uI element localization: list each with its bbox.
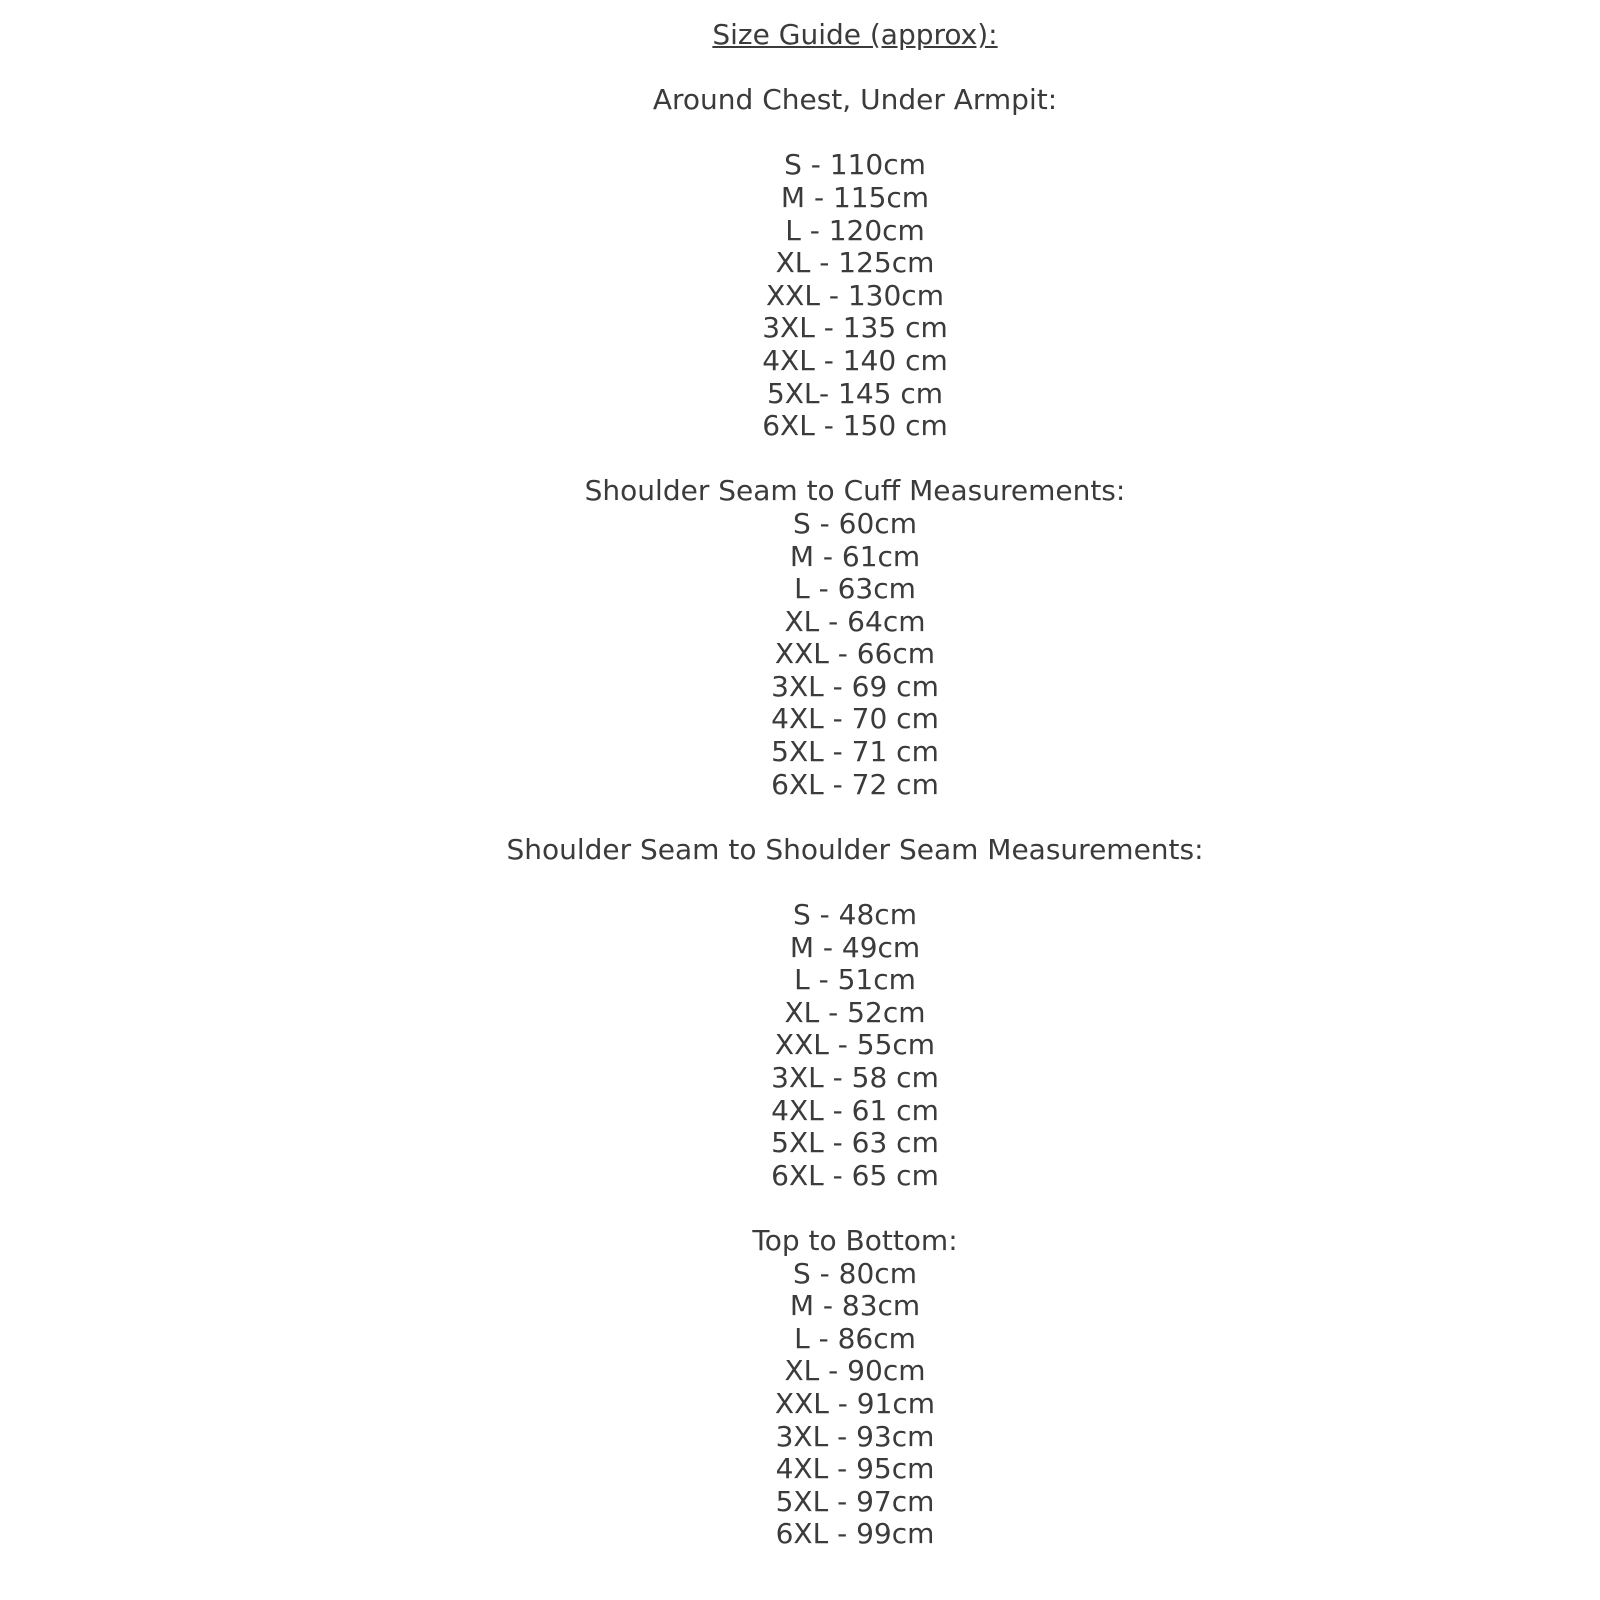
size-measurement: 5XL - 97cm: [775, 1484, 935, 1518]
size-measurement: 4XL - 140 cm: [762, 343, 948, 377]
blank-line: [110, 866, 1600, 899]
size-measurement: XL - 125cm: [775, 246, 935, 280]
blank-line: [110, 52, 1600, 85]
size-measurement: 3XL - 58 cm: [771, 1061, 939, 1094]
size-measurement: 4XL - 61 cm: [771, 1093, 939, 1127]
size-measurement: 4XL - 70 cm: [771, 702, 939, 736]
size-measurement: S - 48cm: [793, 898, 917, 932]
size-measurement: 5XL- 145 cm: [766, 376, 944, 410]
size-measurement: S - 110cm: [784, 148, 926, 182]
size-measurement: M - 49cm: [789, 930, 921, 964]
blank-line: [110, 443, 1600, 476]
section-heading: Top to Bottom:: [752, 1223, 958, 1257]
size-measurement: 4XL - 95cm: [775, 1452, 935, 1486]
size-measurement: 6XL - 99cm: [775, 1517, 935, 1551]
section-heading: Shoulder Seam to Cuff Measurements:: [584, 474, 1126, 508]
size-guide-sections: [110, 52, 1600, 1551]
size-measurement: 3XL - 69 cm: [771, 669, 939, 703]
size-measurement: M - 83cm: [789, 1289, 921, 1323]
size-measurement: XL - 52cm: [784, 995, 926, 1029]
size-measurement: XL - 90cm: [784, 1354, 926, 1388]
size-measurement: M - 61cm: [789, 539, 921, 573]
size-measurement: 6XL - 150 cm: [762, 409, 948, 443]
page-title: Size Guide (approx):: [712, 18, 998, 51]
blank-line: [110, 117, 1600, 150]
blank-line: [110, 801, 1600, 834]
size-measurement: 5XL - 71 cm: [771, 735, 939, 769]
section-heading: Shoulder Seam to Shoulder Seam Measurements:: [506, 832, 1204, 866]
blank-line: [110, 1192, 1600, 1225]
size-measurement: XXL - 130cm: [766, 278, 944, 312]
size-measurement: M - 115cm: [780, 180, 930, 214]
size-measurement: XXL - 91cm: [774, 1386, 936, 1420]
size-measurement: 6XL - 65 cm: [771, 1158, 939, 1192]
size-measurement: 3XL - 135 cm: [762, 311, 948, 345]
section-heading: Around Chest, Under Armpit:: [652, 83, 1058, 117]
size-measurement: XL - 64cm: [784, 604, 926, 638]
size-measurement: XXL - 66cm: [774, 637, 936, 671]
size-measurement: 5XL - 63 cm: [771, 1126, 939, 1160]
size-measurement: XXL - 55cm: [774, 1028, 936, 1062]
size-measurement: 3XL - 93cm: [775, 1419, 935, 1453]
size-measurement: L - 120cm: [785, 213, 925, 247]
size-measurement: L - 86cm: [794, 1321, 916, 1355]
size-measurement: S - 60cm: [793, 506, 917, 540]
size-measurement: 6XL - 72 cm: [771, 767, 939, 801]
size-measurement: S - 80cm: [793, 1256, 917, 1290]
size-measurement: L - 63cm: [794, 572, 916, 606]
size-measurement: L - 51cm: [794, 963, 916, 997]
